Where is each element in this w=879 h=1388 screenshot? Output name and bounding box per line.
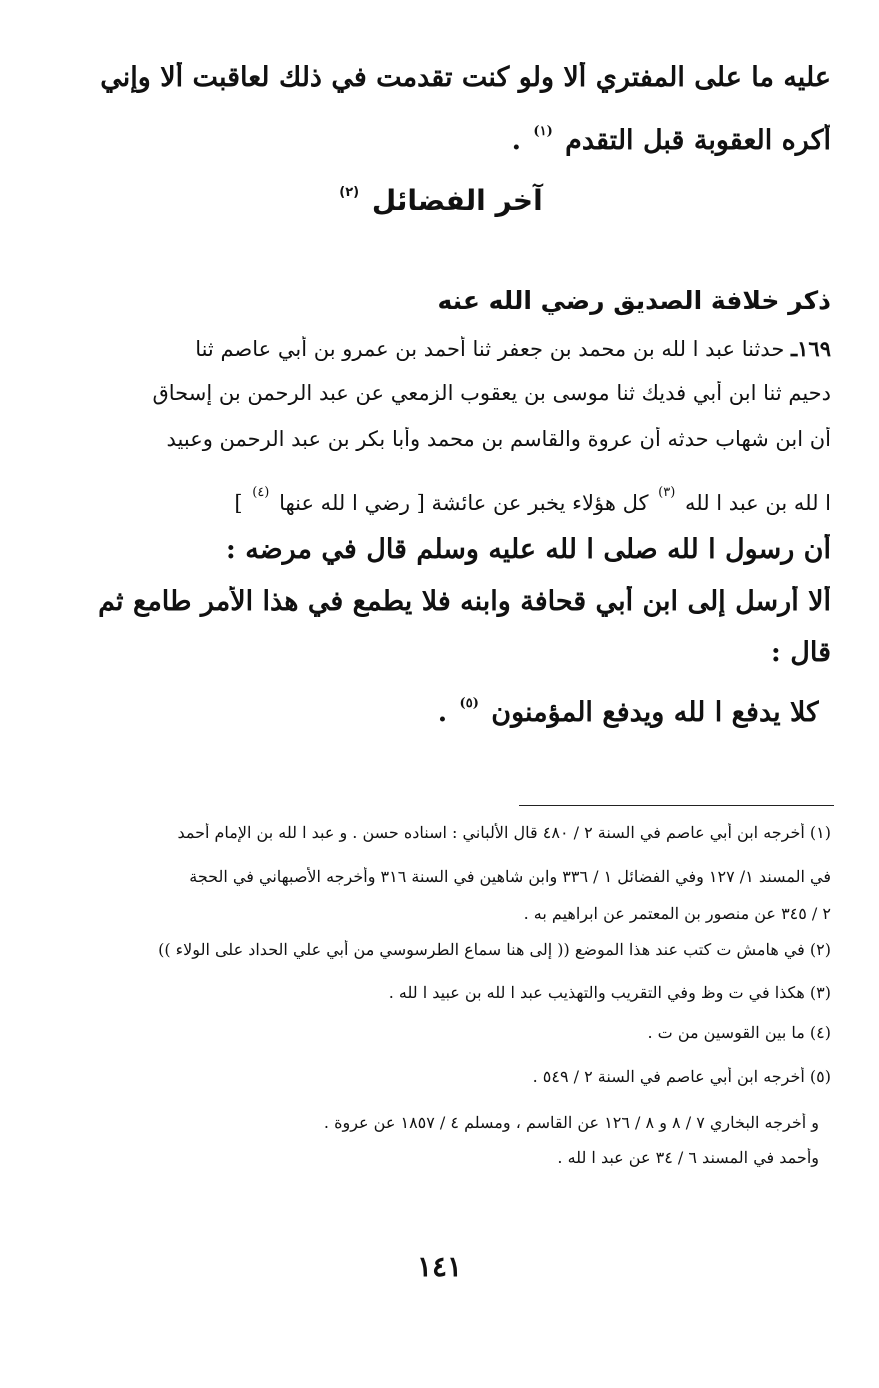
hadith-line-5: أن رسول ا لله صلى ا لله عليه وسلم قال في مرضه : (225, 534, 831, 565)
footnote-ref-5: (٥) (459, 696, 479, 711)
footnote-3: (٣) هكذا في ت وظ وفي التقريب والتهذيب عبد ا لله بن عبيد ا لله . (388, 983, 831, 1002)
footnote-4: (٤) ما بين القوسين من ت . (647, 1023, 831, 1042)
footnote-ref-3: (٣) (658, 485, 676, 500)
footnote-ref-4: (٤) (252, 485, 270, 500)
footnote-ref-2: (٢) (339, 185, 360, 200)
hadith-line-4-b: كل هؤلاء يخبر عن عائشة [ رضي ا لله عنها (279, 491, 649, 515)
section-end-title: آخر الفضائل (371, 184, 543, 217)
hadith-line-8-text: كلا يدفع ا لله ويدفع المؤمنون (491, 697, 819, 728)
hadith-line-7: قال : (770, 637, 831, 668)
footnote-5-line-3: وأحمد في المسند ٦ / ٣٤ عن عبد ا لله . (557, 1148, 819, 1167)
footnote-1-line-2: في المسند ١/ ١٢٧ وفي الفضائل ١ / ٣٣٦ وابن شاهين في السنة ٣١٦ وأخرجه الأصبهاني في الحجة (189, 867, 831, 886)
section-end-heading (0, 184, 879, 217)
top-text-line-1: عليه ما على المفتري ألا ولو كنت تقدمت في ذلك لعاقبت ألا وإني (100, 62, 831, 93)
hadith-line-2: دحيم ثنا ابن أبي فديك ثنا موسى بن يعقوب الزمعي عن عبد الرحمن بن إسحاق (152, 381, 831, 405)
footnote-1-line-1: (١) أخرجه ابن أبي عاصم في السنة ٢ / ٤٨٠ قال الألباني : اسناده حسن . و عبد ا لله بن الإمام أحمد (177, 823, 831, 842)
top-text-line-2-text: أكره العقوبة قبل التقدم (565, 125, 831, 156)
hadith-line-4-c: ] (234, 491, 243, 515)
hadith-line-4-a: ا لله بن عبد ا لله (685, 491, 831, 515)
top-text-end: . (511, 125, 522, 156)
top-text-line-2 (48, 124, 831, 156)
hadith-line-6: ألا أرسل إلى ابن أبي قحافة وابنه فلا يطمع في هذا الأمر طامع ثم (98, 586, 831, 617)
khilafa-heading: ذكر خلافة الصديق رضي الله عنه (437, 286, 831, 315)
hadith-line-8-end: . (437, 697, 448, 728)
hadith-line-1 (48, 336, 831, 361)
hadith-line-3: أن ابن شهاب حدثه أن عروة والقاسم بن محمد وأبا بكر بن عبد الرحمن وعبيد (166, 427, 831, 451)
footnote-1-line-3: ٢ / ٣٤٥ عن منصور بن المعتمر عن ابراهيم به . (523, 904, 831, 923)
footnote-5-line-2: و أخرجه البخاري ٧ / ٨ و ٨ / ١٢٦ عن القاسم ، ومسلم ٤ / ١٨٥٧ عن عروة . (323, 1113, 819, 1132)
hadith-line-1-text: حدثنا عبد ا لله بن محمد بن جعفر ثنا أحمد بن عمرو بن أبي عاصم ثنا (195, 337, 785, 361)
footnote-ref-1: (١) (533, 124, 553, 139)
hadith-line-4 (48, 485, 831, 515)
hadith-line-8 (48, 696, 819, 728)
hadith-number: ١٦٩ـ (791, 336, 831, 361)
footnote-5: (٥) أخرجه ابن أبي عاصم في السنة ٢ / ٥٤٩ . (532, 1067, 831, 1086)
page-number: ١٤١ (416, 1250, 463, 1283)
footnote-separator (519, 805, 834, 806)
footnote-2: (٢) في هامش ت كتب عند هذا الموضع (( إلى هنا سماع الطرسوسي من أبي علي الحداد على الولاء )) (158, 940, 831, 959)
